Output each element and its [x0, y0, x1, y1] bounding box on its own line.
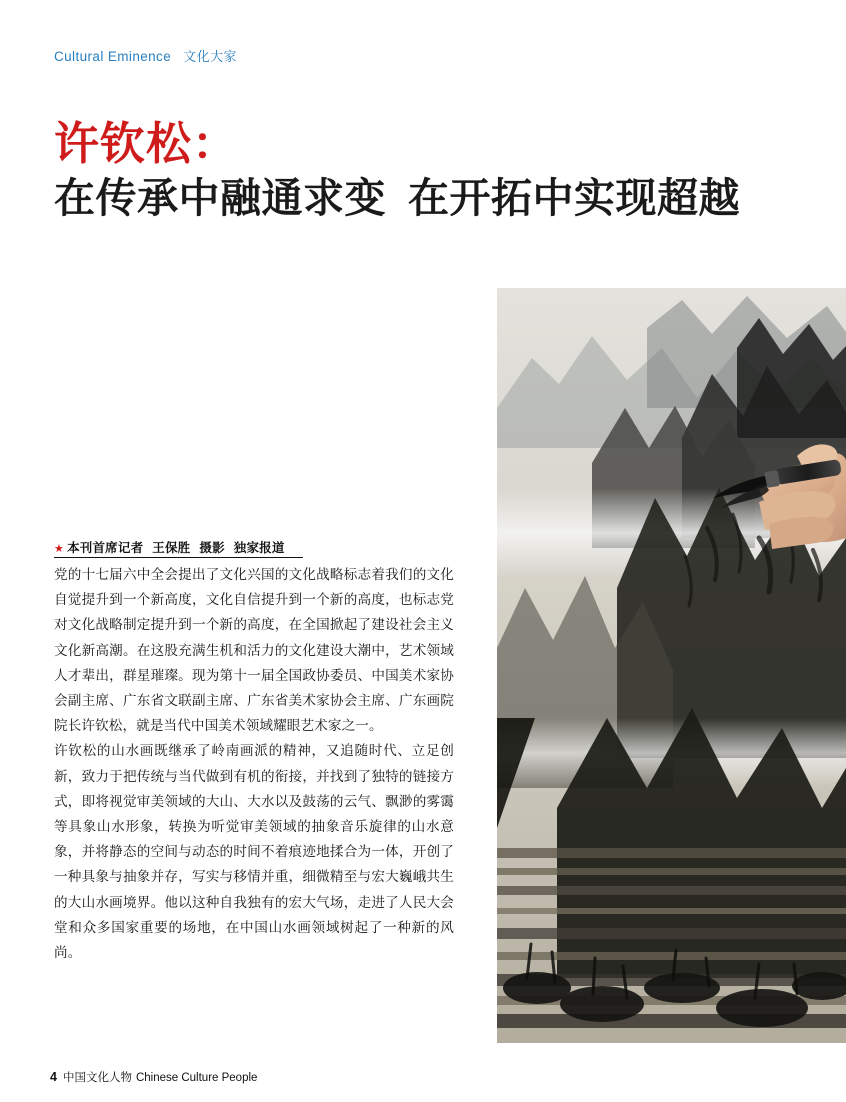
article-paragraph-1: 党的十七届六中全会提出了文化兴国的文化战略标志着我们的文化自觉提升到一个新高度，文化自信提升到一个新的高度，也标志党对文化战略制定提升到一个新的高度，在全国掀起了建设社会主义文化新高潮。在这股充满生机和活力的文化建设大潮中，艺术领域人才辈出，群星璀璨。现为第十一届全国政协委员、中国美术家协会副主席、广东省文联副主席、广东省美术家协会主席、广东画院院长许钦松，就是当代中国美术领域耀眼艺术家之一。 — [54, 567, 454, 735]
article-body — [54, 563, 454, 966]
page-footer — [50, 1069, 257, 1085]
article-photo — [497, 288, 846, 1043]
byline — [54, 538, 454, 556]
running-head-english: Cultural Eminence — [54, 49, 172, 64]
byline-exclusive: 独家报道 — [233, 540, 285, 555]
article-paragraph-2: 许钦松的山水画既继承了岭南画派的精神，又追随时代、立足创新，致力于把传统与当代做到有机的衔接，并找到了独特的链接方式，即将视觉审美领域的大山、大水以及鼓荡的云气、飘渺的雾霭等具象山水形象，转换为听觉审美领域的抽象音乐旋律的山水意象，并将静态的空间与动态的时间不着痕迹地揉合为一体，开创了一种具象与抽象并存，写实与移情并重，细微精至与宏大巍峨共生的大山水画境界。他以这种自我独有的宏大气场，走进了人民大会堂和众多国家重要的场地，在中国山水画领域树起了一种新的风尚。 — [54, 743, 454, 962]
headline-subtitle-part1: 在传承中融通求变 — [54, 174, 386, 223]
star-icon: ★ — [54, 542, 65, 555]
headline-block — [54, 117, 794, 223]
ink-landscape-painting-photo — [497, 288, 846, 1043]
running-head-chinese: 文化大家 — [183, 50, 237, 65]
publication-name-chinese: 中国文化人物 — [62, 1070, 132, 1084]
byline-role: 本刊首席记者 — [67, 540, 144, 555]
running-head — [54, 46, 237, 65]
publication-name-english: Chinese Culture People — [135, 1072, 258, 1084]
byline-divider — [54, 557, 303, 558]
byline-photo-credit: 摄影 — [199, 540, 225, 555]
page-number: 4 — [50, 1070, 57, 1084]
headline-subtitle — [54, 175, 794, 222]
headline-subtitle-part2: 在开拓中实现超越 — [408, 174, 740, 223]
byline-reporter: 王保胜 — [152, 540, 191, 555]
headline-name: 许钦松： — [54, 117, 239, 170]
